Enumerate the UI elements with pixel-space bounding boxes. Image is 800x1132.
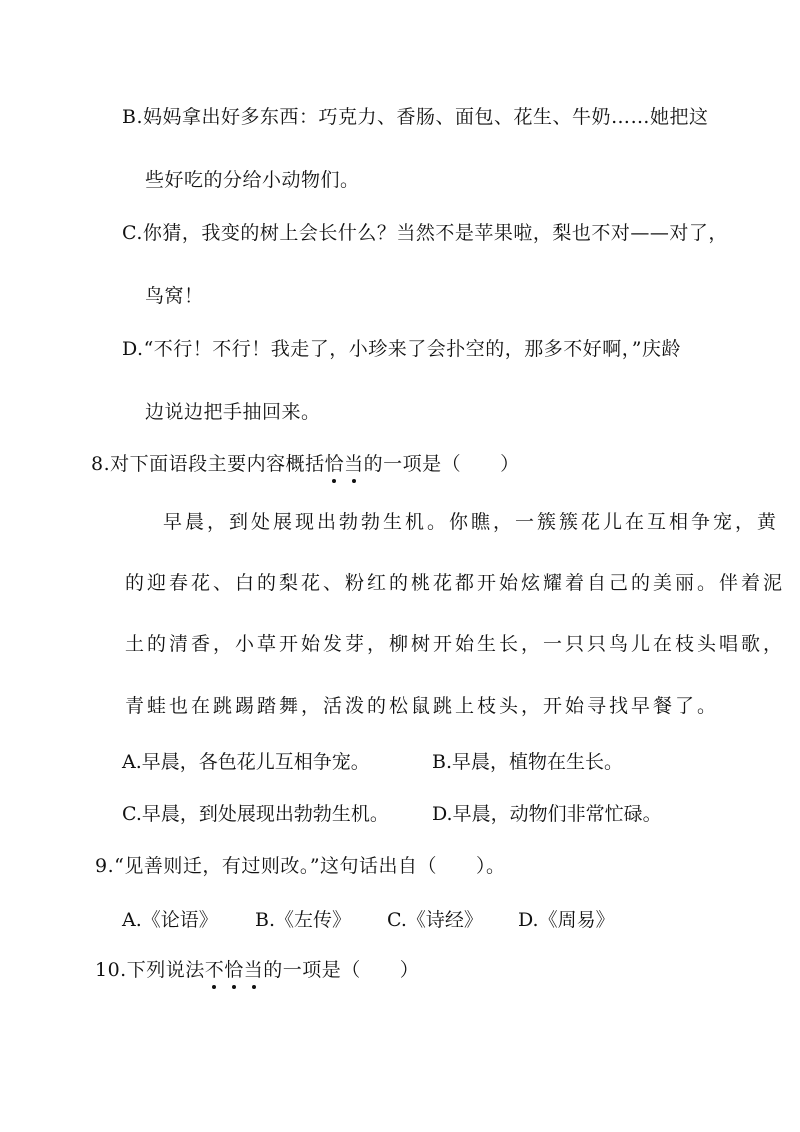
q7-option-b-line2: 些好吃的分给小动物们。 (145, 169, 360, 191)
q8-option-c: C.早晨，到处展现出勃勃生机。 (122, 803, 389, 825)
q8-option-d: D.早晨，动物们非常忙碌。 (432, 803, 662, 825)
q8-prompt-after: 的一项是（ ） (363, 453, 520, 475)
q8-prompt-before: 8.对下面语段主要内容概括 (91, 453, 325, 475)
q8-option-b: B.早晨，植物在生长。 (432, 751, 624, 773)
q8-prompt (91, 455, 520, 474)
q8-passage-line: 早晨，到处展现出勃勃生机。你瞧，一簇簇花儿在互相争宠，黄 (163, 511, 780, 533)
q10-emphasis-char: 当 (243, 959, 264, 981)
q10-prompt (95, 961, 419, 980)
q8-option-a: A.早晨，各色花儿互相争宠。 (122, 751, 370, 773)
q8-emphasis-char: 当 (344, 453, 364, 475)
q9-option-b: B.《左传》 (255, 909, 352, 931)
q10-prompt-after: 的一项是（ ） (263, 959, 420, 981)
q8-emphasis-char: 恰 (324, 453, 345, 475)
q8-passage-line: 土的清香，小草开始发芽，柳树开始生长，一只只鸟儿在枝头唱歌， (125, 633, 786, 655)
q7-option-b-line1: B.妈妈拿出好多东西：巧克力、香肠、面包、花生、牛奶……她把这 (122, 106, 709, 128)
q9-option-d: D.《周易》 (518, 909, 615, 931)
q7-option-d-line1: D.“不行！不行！我走了，小珍来了会扑空的，那多不好啊，”庆龄 (122, 338, 682, 360)
q7-option-d-line2: 边说边把手抽回来。 (145, 401, 321, 423)
q8-passage-line: 青蛙也在跳踢踏舞，活泼的松鼠跳上枝头，开始寻找早餐了。 (125, 695, 720, 717)
q9-option-a: A.《论语》 (122, 909, 218, 931)
q9-prompt: 9.“见善则迁，有过则改。”这句话出自（ ）。 (95, 855, 506, 877)
q10-emphasis-char: 恰 (224, 959, 244, 981)
q7-option-c-line1: C.你猜，我变的树上会长什么？当然不是苹果啦，梨也不对——对了， (122, 222, 728, 244)
q10-prompt-before: 10.下列说法 (95, 959, 205, 981)
q8-passage-line: 的迎春花、白的梨花、粉红的桃花都开始炫耀着自己的美丽。伴着泥 (125, 572, 786, 594)
q7-option-c-line2: 鸟窝！ (145, 285, 204, 307)
q9-option-c: C.《诗经》 (387, 909, 483, 931)
q10-emphasis-char: 不 (204, 959, 225, 981)
